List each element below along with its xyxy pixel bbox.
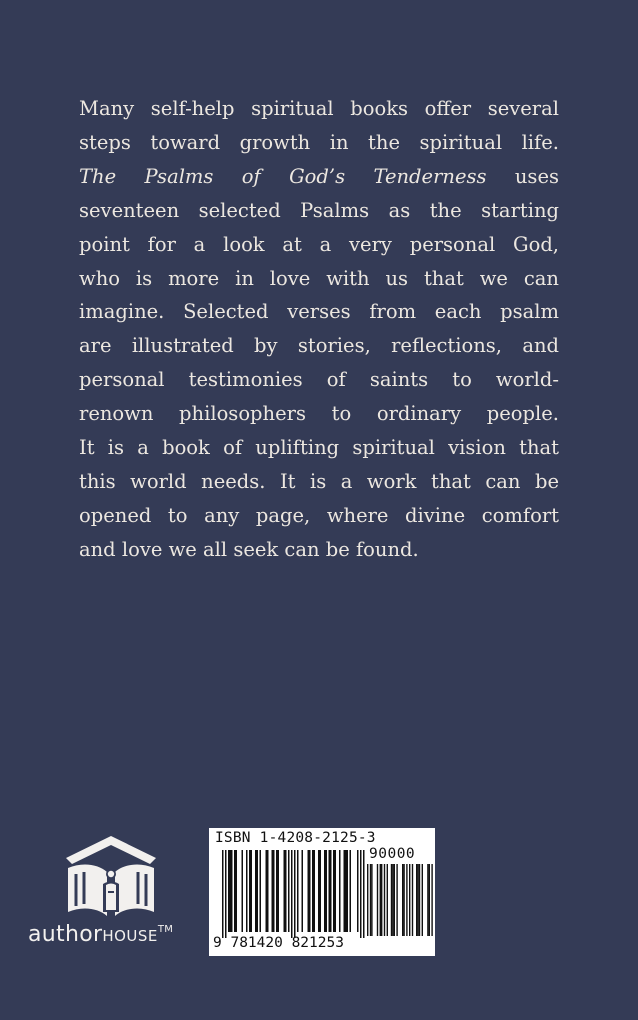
barcode-bar xyxy=(360,850,362,938)
barcode-bar xyxy=(308,850,310,932)
blurb-line: seventeen selected Psalms as the starting xyxy=(79,198,559,222)
blurb-line: opened to any page, where divine comfort xyxy=(79,503,559,527)
publisher-name xyxy=(28,922,173,947)
barcode-bar xyxy=(291,850,293,938)
barcode-bar xyxy=(324,850,326,932)
isbn-barcode xyxy=(209,828,435,956)
barcode-bar xyxy=(285,850,287,932)
publisher-name-prefix: author xyxy=(28,922,103,947)
barcode-bar xyxy=(335,850,337,932)
authorhouse-house-logo-icon xyxy=(58,832,164,918)
barcode-bar xyxy=(429,864,430,936)
barcode-bar xyxy=(318,850,320,932)
blurb-line-fragment: uses xyxy=(514,164,559,188)
blurb-line: steps toward growth in the spiritual life. xyxy=(79,130,559,154)
barcode-bar xyxy=(294,850,296,938)
barcode-bar xyxy=(312,850,314,932)
price-code: 90000 xyxy=(369,846,416,862)
barcode-bar xyxy=(371,864,372,936)
blurb-line: point for a look at a very personal God, xyxy=(79,232,559,256)
barcode-bar xyxy=(381,864,382,936)
trademark-symbol: TM xyxy=(157,924,174,935)
blurb-line: personal testimonies of saints to world- xyxy=(79,368,559,392)
barcode-bar xyxy=(347,850,349,932)
barcode-bar xyxy=(273,850,275,932)
barcode-bar xyxy=(344,850,346,932)
barcode-bar xyxy=(320,850,322,932)
barcode-bar xyxy=(419,864,420,936)
blurb-line: imagine. Selected verses from each psalm xyxy=(79,300,559,324)
barcode-bar xyxy=(222,850,224,938)
barcode-bar xyxy=(284,850,286,932)
barcode-bar xyxy=(427,864,428,936)
barcode-bar xyxy=(403,864,404,936)
barcode-bar xyxy=(330,850,332,932)
publisher-name-suffix: HOUSE xyxy=(102,927,158,945)
blurb-line: are illustrated by stories, reflections, and xyxy=(79,334,559,358)
barcode-bar xyxy=(230,850,232,932)
barcode-bar xyxy=(329,850,331,932)
barcode-bar xyxy=(326,850,328,932)
barcode-bar xyxy=(363,850,365,938)
barcode-bar xyxy=(377,864,378,936)
barcode-bar xyxy=(333,850,335,932)
barcode-bar xyxy=(246,850,248,932)
barcode-bar xyxy=(234,850,236,932)
barcode-bar xyxy=(276,850,278,932)
barcode-bar xyxy=(394,864,395,936)
barcode-bar xyxy=(431,864,432,936)
book-title: The Psalms of God’s Tenderness xyxy=(79,164,487,188)
barcode-bar xyxy=(387,864,388,936)
blurb-line: renown philosophers to ordinary people. xyxy=(79,402,559,426)
back-cover-blurb xyxy=(79,92,559,567)
publisher-logo xyxy=(28,832,203,952)
barcode-bar xyxy=(236,850,238,932)
barcode-bar xyxy=(392,864,393,936)
barcode-bar xyxy=(272,850,274,932)
barcode-bar xyxy=(297,850,299,932)
isbn-label: ISBN 1-4208-2125-3 xyxy=(215,830,376,846)
barcode-bar xyxy=(416,864,417,936)
barcode-bar xyxy=(380,864,381,936)
barcode-bar xyxy=(422,864,423,936)
barcode-bar xyxy=(367,864,368,936)
barcode-bar xyxy=(260,850,262,932)
barcode-bar xyxy=(384,864,385,936)
barcode-bar xyxy=(409,864,410,936)
barcode-bar xyxy=(370,864,371,936)
barcode-bar xyxy=(357,850,359,932)
blurb-line: and love we all seek can be found. xyxy=(79,537,419,561)
barcode-bar xyxy=(267,850,269,932)
barcode-bar xyxy=(345,850,347,932)
barcode-bar xyxy=(251,850,253,932)
blurb-line-title xyxy=(79,160,559,194)
ean-digits: 9 781420 821253 xyxy=(213,935,344,951)
barcode-bar xyxy=(339,850,341,932)
barcode-bar xyxy=(249,850,251,932)
barcode-bar xyxy=(402,864,403,936)
barcode-bar xyxy=(278,850,280,932)
barcode-bar xyxy=(228,850,230,932)
barcode-bar xyxy=(406,864,407,936)
barcode-bar xyxy=(350,850,352,932)
barcode-bar xyxy=(391,864,392,936)
blurb-line: this world needs. It is a work that can be xyxy=(79,469,559,493)
barcode-bar xyxy=(266,850,268,932)
barcode-bar xyxy=(309,850,311,932)
barcode-bar xyxy=(288,850,290,932)
blurb-line: Many self-help spiritual books offer several xyxy=(79,97,559,120)
barcode-bar xyxy=(396,864,397,936)
barcode-bar xyxy=(255,850,257,932)
barcode-bar xyxy=(242,850,244,932)
barcode-bar xyxy=(225,850,227,938)
blurb-line: It is a book of uplifting spiritual vision that xyxy=(79,436,559,460)
barcode-bar xyxy=(417,864,418,936)
barcode-bar xyxy=(412,864,413,936)
barcode-bar xyxy=(257,850,259,932)
blurb-line: who is more in love with us that we can xyxy=(79,266,559,290)
barcode-bar xyxy=(302,850,304,932)
barcode-bar xyxy=(314,850,316,932)
barcode-bar xyxy=(231,850,233,932)
